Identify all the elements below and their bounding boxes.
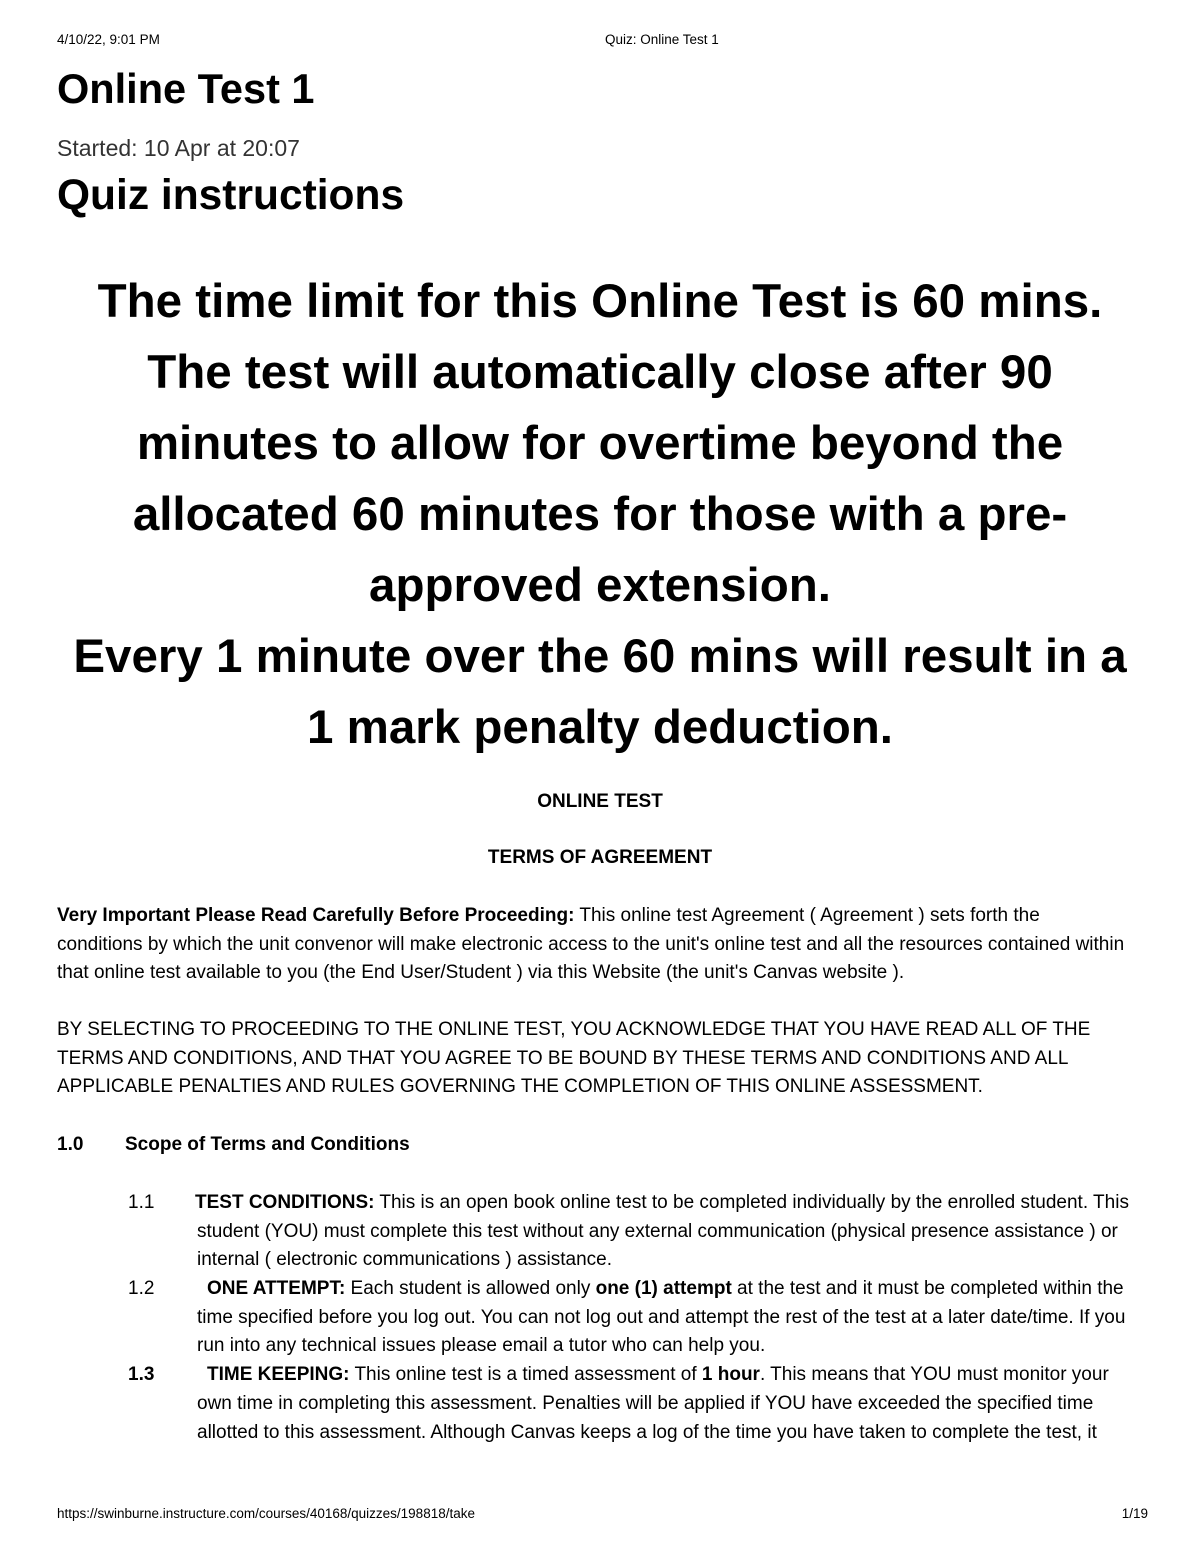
section-title: Scope of Terms and Conditions bbox=[125, 1134, 410, 1155]
notice-line: allocated 60 minutes for those with a pre- bbox=[132, 487, 1068, 541]
acknowledgement-paragraph bbox=[57, 1016, 1090, 1102]
notice-line: The time limit for this Online Test is 60 mins. bbox=[97, 274, 1103, 328]
section-heading bbox=[0, 1131, 1200, 1160]
item-line: internal ( electronic communications ) assistance. bbox=[197, 1249, 613, 1271]
print-header-datetime: 4/10/22, 9:01 PM bbox=[57, 32, 160, 47]
item-line: student (YOU) must complete this test without any external communication (physical presence assistance ) or bbox=[197, 1220, 1118, 1242]
item-number: 1.1 bbox=[128, 1192, 155, 1213]
item-emphasis: one (1) attempt bbox=[595, 1278, 732, 1300]
list-item-test-conditions bbox=[0, 1189, 1200, 1275]
quiz-started-time: Started: 10 Apr at 20:07 bbox=[57, 135, 300, 161]
page-title: Online Test 1 bbox=[57, 65, 315, 112]
item-first-line bbox=[0, 1275, 1200, 1304]
agreement-heading-terms: TERMS OF AGREEMENT bbox=[487, 847, 713, 868]
intro-line bbox=[57, 902, 1124, 931]
print-footer-page-number: 1/19 bbox=[1121, 1506, 1148, 1521]
item-text-run: . This means that YOU must monitor your bbox=[759, 1364, 1109, 1386]
list-item-time-keeping bbox=[0, 1361, 1200, 1447]
quiz-instructions-heading: Quiz instructions bbox=[57, 172, 405, 219]
item-label: ONE ATTEMPT: bbox=[207, 1278, 346, 1300]
notice-line: Every 1 minute over the 60 mins will result in a bbox=[73, 629, 1127, 683]
intro-line: that online test available to you (the End User/Student ) via this Website (the unit's Canvas website ). bbox=[57, 962, 905, 984]
notice-line: The test will automatically close after 90 bbox=[147, 345, 1053, 399]
item-text bbox=[207, 1275, 1124, 1304]
item-first-line bbox=[0, 1189, 1200, 1218]
time-limit-notice bbox=[0, 266, 1200, 763]
print-footer-url: https://swinburne.instructure.com/courses/40168/quizzes/198818/take bbox=[57, 1506, 475, 1521]
item-line: time specified before you log out. You can not log out and attempt the rest of the test at a later date/time. If you bbox=[197, 1306, 1126, 1328]
item-first-line bbox=[0, 1361, 1200, 1390]
item-line: allotted to this assessment. Although Canvas keeps a log of the time you have taken to complete the test, it bbox=[197, 1421, 1097, 1443]
item-line: run into any technical issues please email a tutor who can help you. bbox=[197, 1335, 766, 1357]
section-number: 1.0 bbox=[57, 1134, 84, 1155]
item-text-run: at the test and it must be completed within the bbox=[731, 1278, 1124, 1300]
list-item-one-attempt bbox=[0, 1275, 1200, 1361]
acknowledgement-line: BY SELECTING TO PROCEEDING TO THE ONLINE TEST, YOU ACKNOWLEDGE THAT YOU HAVE READ ALL OF THE bbox=[57, 1019, 1091, 1040]
item-emphasis: 1 hour bbox=[701, 1364, 760, 1386]
intro-line: conditions by which the unit convenor will make electronic access to the unit's online test and all the resources contained within bbox=[57, 933, 1125, 955]
item-line: own time in completing this assessment. Penalties will be applied if YOU have exceeded the specified time bbox=[197, 1392, 1094, 1414]
item-text-run: This online test is a timed assessment of bbox=[349, 1364, 702, 1386]
agreement-heading-online-test: ONLINE TEST bbox=[537, 791, 663, 812]
acknowledgement-line: TERMS AND CONDITIONS, AND THAT YOU AGREE TO BE BOUND BY THESE TERMS AND CONDITIONS AND ALL bbox=[57, 1047, 1069, 1069]
item-number: 1.3 bbox=[128, 1364, 155, 1386]
scope-items-list bbox=[0, 1189, 1200, 1447]
print-header-page-title: Quiz: Online Test 1 bbox=[605, 32, 719, 47]
notice-line: 1 mark penalty deduction. bbox=[307, 700, 893, 754]
item-text-run: This is an open book online test to be completed individually by the enrolled student. This bbox=[374, 1192, 1129, 1213]
acknowledgement-line: APPLICABLE PENALTIES AND RULES GOVERNING THE COMPLETION OF THIS ONLINE ASSESSMENT. bbox=[57, 1076, 983, 1098]
intro-lead-bold: Very Important Please Read Carefully Before Proceeding: bbox=[57, 905, 575, 926]
item-text bbox=[207, 1361, 1109, 1390]
item-text-run: Each student is allowed only bbox=[345, 1278, 596, 1300]
notice-line: minutes to allow for overtime beyond the bbox=[136, 416, 1064, 470]
item-text bbox=[195, 1189, 1129, 1218]
item-label: TIME KEEPING: bbox=[207, 1364, 350, 1386]
item-label: TEST CONDITIONS: bbox=[195, 1192, 375, 1213]
intro-line-text: This online test Agreement ( Agreement ) sets forth the bbox=[574, 905, 1040, 926]
item-number: 1.2 bbox=[128, 1278, 155, 1300]
notice-line: approved extension. bbox=[369, 558, 831, 612]
intro-paragraph bbox=[57, 902, 1124, 988]
